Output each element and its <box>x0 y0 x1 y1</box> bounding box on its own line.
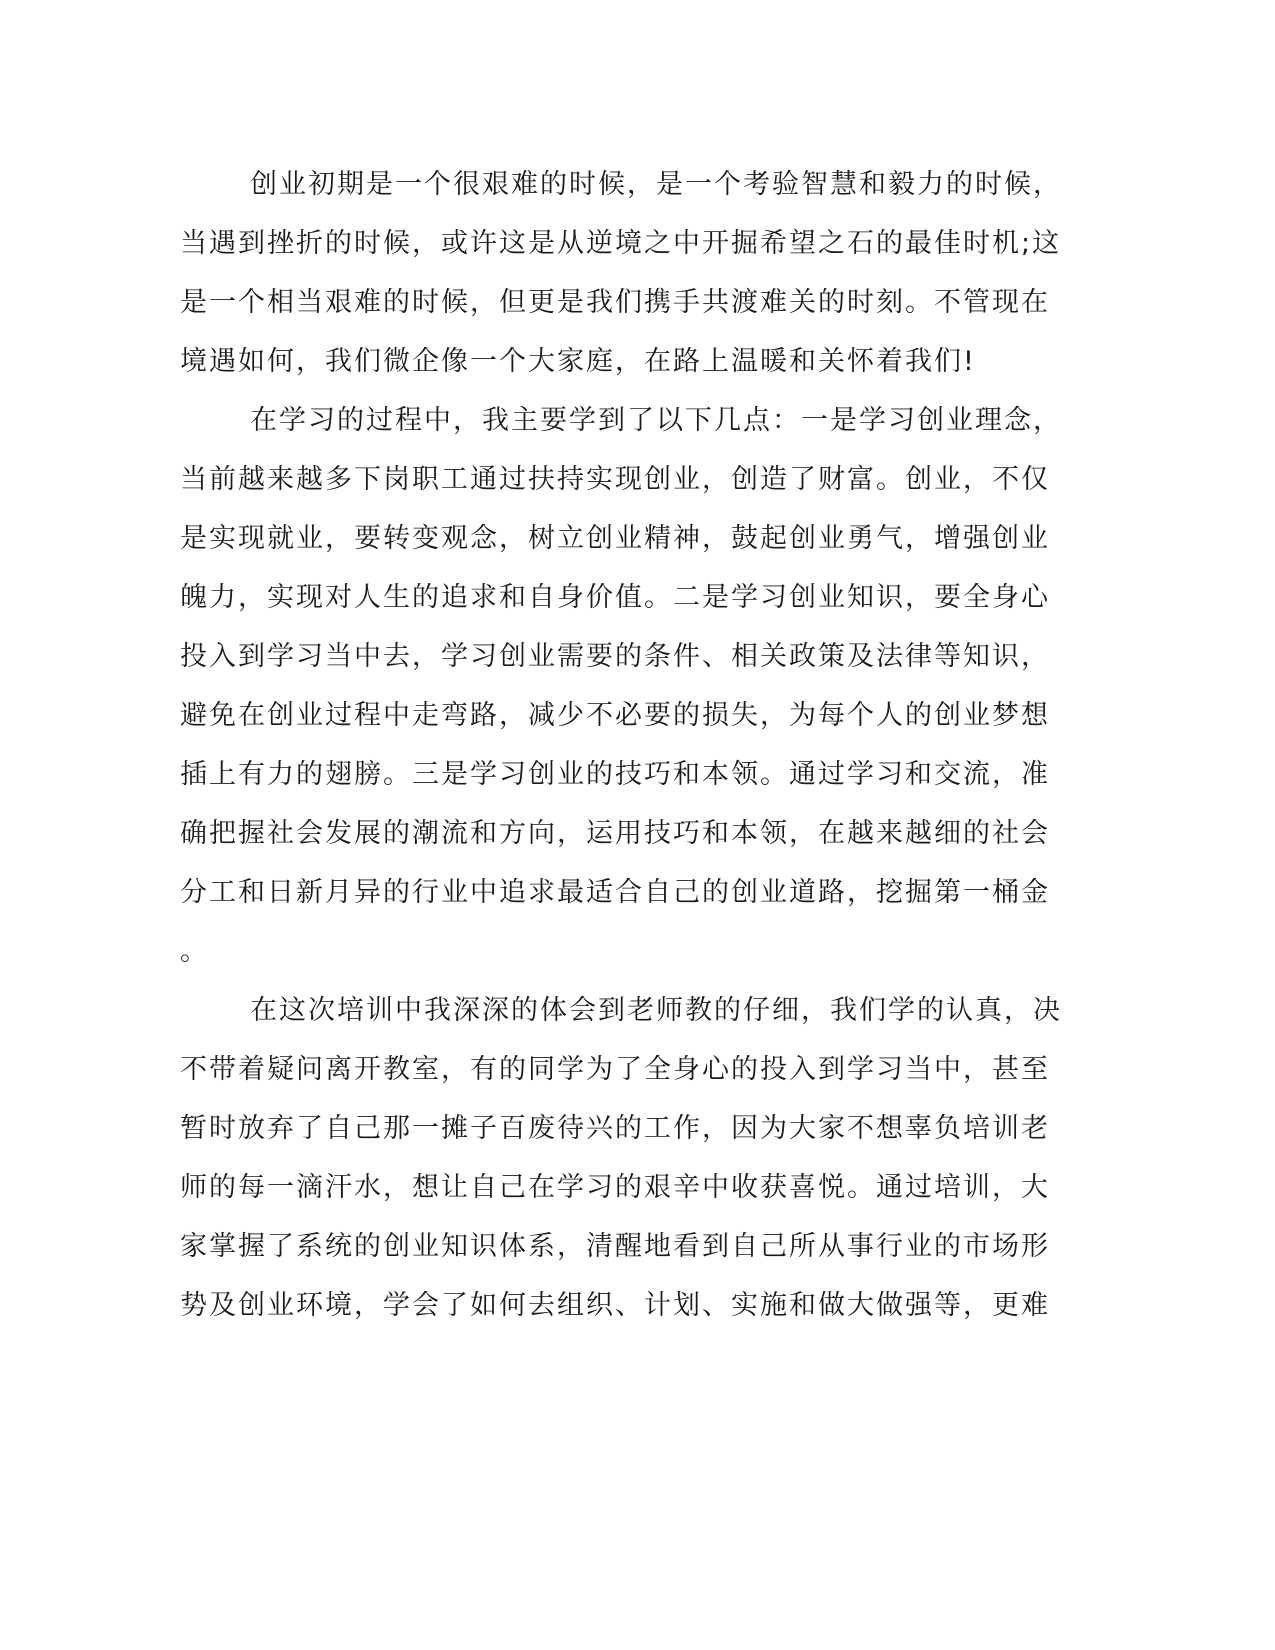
paragraph-1-line-2: 当遇到挫折的时候，或许这是从逆境之中开掘希望之石的最佳时机;这 <box>180 228 1062 259</box>
paragraph-3-line-6: 势及创业环境，学会了如何去组织、计划、实施和做大做强等，更难 <box>180 1290 1050 1321</box>
paragraph-2-line-9: 分工和日新月异的行业中追求最适合自己的创业道路，挖掘第一桶金 <box>180 877 1050 908</box>
paragraph-3-line-5: 家掌握了系统的创业知识体系，清醒地看到自己所从事行业的市场形 <box>180 1231 1050 1262</box>
paragraph-1-line-3: 是一个相当艰难的时候，但更是我们携手共渡难关的时刻。不管现在 <box>180 287 1050 318</box>
paragraph-2-line-4: 魄力，实现对人生的追求和自身价值。二是学习创业知识，要全身心 <box>180 582 1050 613</box>
paragraph-2-line-2: 当前越来越多下岗职工通过扶持实现创业，创造了财富。创业，不仅 <box>180 464 1050 495</box>
paragraph-1-line-1: 创业初期是一个很艰难的时候，是一个考验智慧和毅力的时候， <box>250 169 1062 200</box>
paragraph-2-line-10: 。 <box>180 936 209 967</box>
paragraph-1-line-4: 境遇如何，我们微企像一个大家庭，在路上温暖和关怀着我们! <box>180 346 976 377</box>
paragraph-2-line-6: 避免在创业过程中走弯路，减少不必要的损失，为每个人的创业梦想 <box>180 700 1050 731</box>
paragraph-2-line-1: 在学习的过程中，我主要学到了以下几点：一是学习创业理念， <box>250 405 1062 436</box>
paragraph-2-line-8: 确把握社会发展的潮流和方向，运用技巧和本领，在越来越细的社会 <box>180 818 1050 849</box>
paragraph-3-line-1: 在这次培训中我深深的体会到老师教的仔细，我们学的认真，决 <box>250 995 1062 1026</box>
paragraph-2-line-3: 是实现就业，要转变观念，树立创业精神，鼓起创业勇气，增强创业 <box>180 523 1050 554</box>
paragraph-2-line-7: 插上有力的翅膀。三是学习创业的技巧和本领。通过学习和交流，准 <box>180 759 1050 790</box>
body-text <box>180 165 1062 1345</box>
paragraph-3-line-4: 师的每一滴汗水，想让自己在学习的艰辛中收获喜悦。通过培训，大 <box>180 1172 1050 1203</box>
paragraph-2-line-5: 投入到学习当中去，学习创业需要的条件、相关政策及法律等知识， <box>180 641 1050 672</box>
paragraph-3-line-2: 不带着疑问离开教室，有的同学为了全身心的投入到学习当中，甚至 <box>180 1054 1050 1085</box>
paragraph-3-line-3: 暂时放弃了自己那一摊子百废待兴的工作，因为大家不想辜负培训老 <box>180 1113 1050 1144</box>
